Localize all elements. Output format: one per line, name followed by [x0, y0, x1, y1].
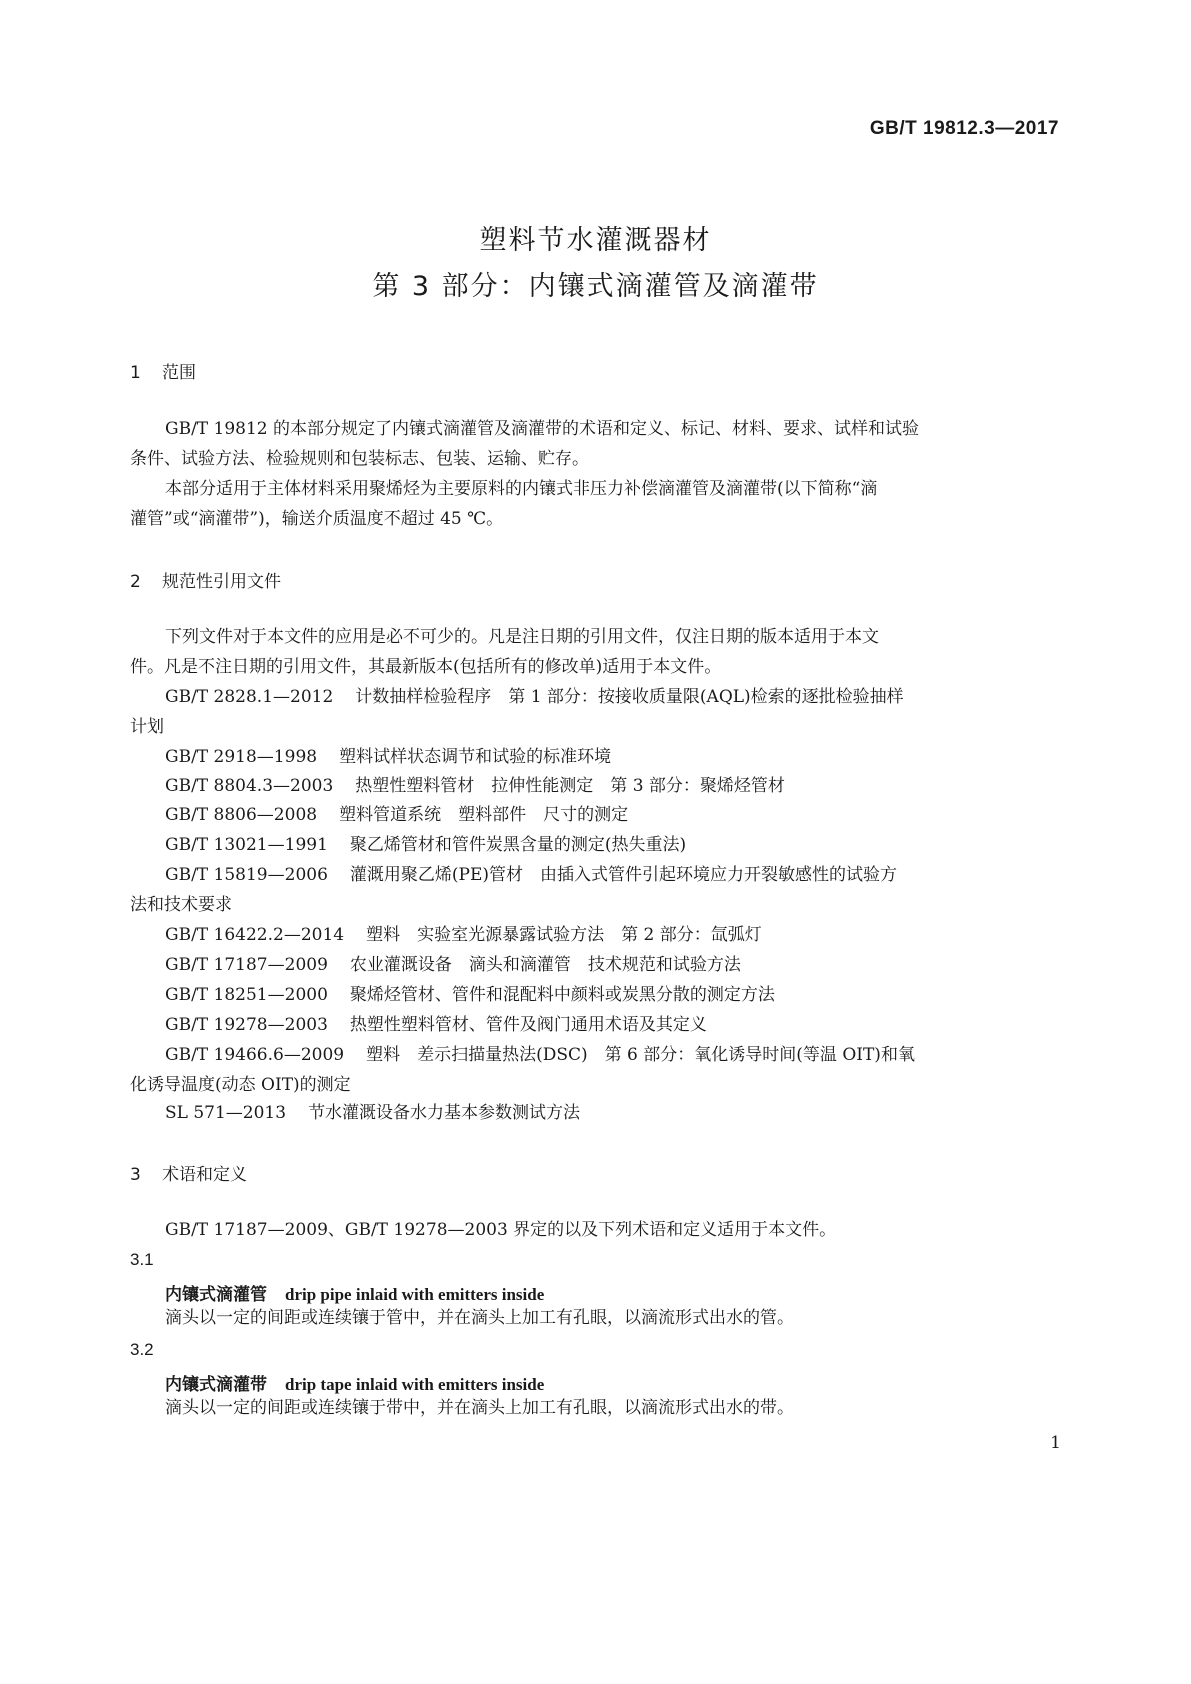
paragraph: 件。凡是不注日期的引用文件，其最新版本(包括所有的修改单)适用于本文件。	[130, 657, 722, 677]
reference-item: GB/T 2828.1—2012 计数抽样检验程序 第 1 部分：按接收质量限(AQL)检索的逐批检验抽样	[165, 687, 904, 707]
reference-item: GB/T 8806—2008 塑料管道系统 塑料部件 尺寸的测定	[165, 805, 629, 825]
term-definition: 滴头以一定的间距或连续镶于带中，并在滴头上加工有孔眼，以滴流形式出水的带。	[165, 1398, 794, 1418]
term-heading: 内镶式滴灌带 drip tape inlaid with emitters inside	[165, 1375, 545, 1395]
reference-item: GB/T 2918—1998 塑料试样状态调节和试验的标准环境	[165, 747, 612, 767]
paragraph: 下列文件对于本文件的应用是必不可少的。凡是注日期的引用文件，仅注日期的版本适用于本文	[165, 627, 879, 647]
paragraph: GB/T 17187—2009、GB/T 19278—2003 界定的以及下列术语和定义适用于本文件。	[165, 1220, 837, 1240]
reference-item: GB/T 16422.2—2014 塑料 实验室光源暴露试验方法 第 2 部分：氙弧灯	[165, 925, 762, 945]
paragraph: GB/T 19812 的本部分规定了内镶式滴灌管及滴灌带的术语和定义、标记、材料、要求、试样和试验	[165, 419, 920, 439]
document-subtitle: 第 3 部分：内镶式滴灌管及滴灌带	[372, 271, 819, 302]
document-title: 塑料节水灌溉器材	[479, 225, 712, 256]
reference-item: GB/T 18251—2000 聚烯烃管材、管件和混配料中颜料或炭黑分散的测定方法	[165, 985, 775, 1005]
reference-continuation: 计划	[130, 717, 164, 737]
reference-item: SL 571—2013 节水灌溉设备水力基本参数测试方法	[165, 1103, 581, 1123]
reference-item: GB/T 15819—2006 灌溉用聚乙烯(PE)管材 由插入式管件引起环境应力开裂敏感性的试验方	[165, 865, 898, 885]
reference-continuation: 法和技术要求	[130, 895, 232, 915]
paragraph: 灌管”或“滴灌带”)，输送介质温度不超过 45 ℃。	[130, 509, 504, 529]
term-number: 3.1	[130, 1250, 154, 1269]
term-number: 3.2	[130, 1340, 154, 1359]
reference-item: GB/T 19278—2003 热塑性塑料管材、管件及阀门通用术语及其定义	[165, 1015, 707, 1035]
reference-item: GB/T 13021—1991 聚乙烯管材和管件炭黑含量的测定(热失重法)	[165, 835, 687, 855]
reference-item: GB/T 8804.3—2003 热塑性塑料管材 拉伸性能测定 第 3 部分：聚烯烃管材	[165, 776, 785, 796]
section-heading: 2 规范性引用文件	[130, 572, 281, 592]
paragraph: 条件、试验方法、检验规则和包装标志、包装、运输、贮存。	[130, 449, 589, 469]
paragraph: 本部分适用于主体材料采用聚烯烃为主要原料的内镶式非压力补偿滴灌管及滴灌带(以下简称“滴	[165, 479, 878, 499]
standard-number: GB/T 19812.3—2017	[869, 118, 1059, 139]
page-number: 1	[1050, 1433, 1061, 1453]
reference-continuation: 化诱导温度(动态 OIT)的测定	[130, 1075, 351, 1095]
reference-item: GB/T 19466.6—2009 塑料 差示扫描量热法(DSC) 第 6 部分：氧化诱导时间(等温 OIT)和氧	[165, 1045, 915, 1065]
term-heading: 内镶式滴灌管 drip pipe inlaid with emitters inside	[165, 1285, 545, 1305]
section-heading: 1 范围	[130, 363, 196, 383]
reference-item: GB/T 17187—2009 农业灌溉设备 滴头和滴灌管 技术规范和试验方法	[165, 955, 741, 975]
section-heading: 3 术语和定义	[130, 1165, 247, 1185]
term-definition: 滴头以一定的间距或连续镶于管中，并在滴头上加工有孔眼，以滴流形式出水的管。	[165, 1308, 794, 1328]
